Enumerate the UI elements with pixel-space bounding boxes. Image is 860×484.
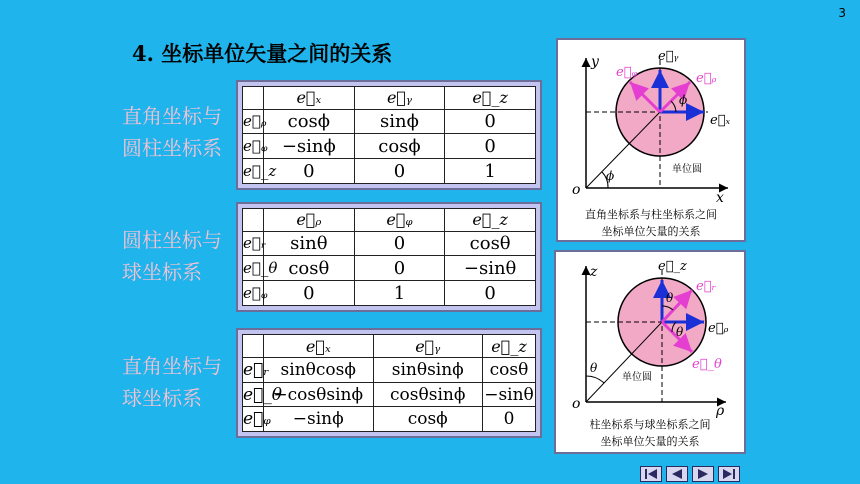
matrix-table — [242, 86, 536, 184]
e-phi-label: e⃗ᵩ — [616, 65, 638, 80]
axis-x-label: x — [716, 190, 724, 206]
caption-line: 坐标单位矢量的关系 — [600, 435, 700, 448]
matrix-table — [242, 208, 536, 306]
row-header: e⃗ᵣ — [243, 358, 264, 383]
next-slide-button[interactable] — [692, 466, 714, 482]
table-cell: 0 — [264, 281, 355, 306]
label-rect-sph — [122, 350, 222, 414]
e-rho-label: e⃗ᵨ — [696, 71, 717, 86]
table-cell: 0 — [354, 159, 445, 184]
figure-caption — [556, 416, 744, 450]
figure-rect-cyl — [556, 38, 746, 242]
table-cell: 1 — [445, 159, 536, 184]
skip-back-icon — [644, 469, 658, 479]
last-slide-button[interactable] — [718, 466, 740, 482]
table-cell: 0 — [445, 134, 536, 159]
row-header: e⃗ᵣ — [243, 231, 264, 256]
origin-label: o — [572, 396, 581, 412]
corner-cell — [243, 335, 264, 358]
section-heading: 4. 坐标单位矢量之间的关系 — [132, 41, 393, 66]
unit-circle-label: 单位圆 — [672, 164, 702, 175]
corner-cell — [243, 87, 264, 110]
table-cell: 0 — [354, 231, 445, 256]
table-cell: 0 — [445, 281, 536, 306]
table-cell: −cosθsinϕ — [264, 382, 374, 407]
row-header: e⃗ᵩ — [243, 407, 264, 432]
table-cell: −sinϕ — [264, 134, 355, 159]
column-header: e⃗_z — [483, 335, 536, 358]
table-cell: −sinϕ — [264, 407, 374, 432]
figure-cyl-sph — [554, 250, 746, 454]
label-cyl-sph — [122, 224, 222, 288]
caption-line: 坐标单位矢量的关系 — [601, 225, 701, 238]
e-x-label: e⃗ₓ — [710, 113, 731, 128]
previous-slide-button[interactable] — [666, 466, 688, 482]
label-line: 球坐标系 — [122, 386, 202, 410]
table-cell: sinϕ — [354, 109, 445, 134]
table-cell: cosϕ — [264, 109, 355, 134]
angle-theta-origin-label: θ — [590, 361, 598, 375]
column-header: e⃗ᵨ — [264, 209, 355, 232]
axis-rho-label: ρ — [716, 403, 725, 419]
angle-theta-mid-label: θ — [676, 325, 684, 339]
row-header: e⃗ᵩ — [243, 281, 264, 306]
table-cell: cosθ — [445, 231, 536, 256]
axis-y-label: y — [591, 54, 599, 70]
angle-phi-origin-label: ϕ — [606, 169, 615, 183]
triangle-right-icon — [696, 469, 710, 479]
e-z-label: e⃗_z — [658, 259, 687, 274]
angle-phi-label: ϕ — [679, 93, 688, 107]
column-header: e⃗ₓ — [264, 335, 374, 358]
label-line: 直角坐标与 — [122, 354, 222, 378]
unit-circle-label: 单位圆 — [622, 372, 652, 383]
origin-label: o — [572, 182, 581, 198]
table-cell: 0 — [264, 159, 355, 184]
angle-theta-top-label: θ — [666, 291, 674, 305]
table-cell: cosθsinϕ — [373, 382, 483, 407]
row-header: e⃗_θ — [243, 256, 264, 281]
skip-forward-icon — [722, 469, 736, 479]
table-rect-cyl — [236, 80, 542, 190]
row-header: e⃗ᵩ — [243, 134, 264, 159]
table-cell: cosθ — [483, 358, 536, 383]
table-cell: −sinθ — [445, 256, 536, 281]
e-rho-label: e⃗ᵨ — [708, 321, 729, 336]
column-header: e⃗_z — [445, 209, 536, 232]
cyl-sph-diagram — [556, 252, 744, 417]
table-cell: 1 — [354, 281, 445, 306]
label-line: 圆柱坐标与 — [122, 228, 222, 252]
table-cell: −sinθ — [483, 382, 536, 407]
table-rect-sph — [236, 328, 542, 438]
row-header: e⃗_z — [243, 159, 264, 184]
rect-cyl-diagram — [558, 40, 744, 205]
table-cell: 0 — [445, 109, 536, 134]
column-header: e⃗ᵩ — [354, 209, 445, 232]
angle-arc — [586, 376, 604, 383]
table-cyl-sph — [236, 202, 542, 312]
e-r-label: e⃗ᵣ — [696, 279, 717, 294]
label-line: 球坐标系 — [122, 260, 202, 284]
table-cell: sinθsinϕ — [373, 358, 483, 383]
table-cell: cosθ — [264, 256, 355, 281]
table-cell: sinθ — [264, 231, 355, 256]
corner-cell — [243, 209, 264, 232]
caption-line: 柱坐标系与球坐标系之间 — [589, 418, 711, 431]
column-header: e⃗ₓ — [264, 87, 355, 110]
column-header: e⃗ᵧ — [373, 335, 483, 358]
row-header: e⃗ᵨ — [243, 109, 264, 134]
axis-z-label: z — [590, 264, 598, 280]
label-line: 圆柱坐标系 — [122, 136, 222, 160]
label-rect-cyl — [122, 100, 222, 164]
slide-number: 3 — [838, 6, 846, 20]
e-y-label: e⃗ᵧ — [658, 49, 679, 64]
table-cell: sinθcosϕ — [264, 358, 374, 383]
row-header: e⃗_θ — [243, 382, 264, 407]
table-cell: 0 — [483, 407, 536, 432]
table-cell: cosϕ — [373, 407, 483, 432]
column-header: e⃗_z — [445, 87, 536, 110]
e-theta-label: e⃗_θ — [692, 357, 722, 372]
matrix-table — [242, 334, 536, 432]
triangle-left-icon — [670, 469, 684, 479]
table-cell: 0 — [354, 256, 445, 281]
label-line: 直角坐标与 — [122, 104, 222, 128]
figure-caption — [558, 206, 744, 240]
slide-navigation — [640, 466, 740, 482]
caption-line: 直角坐标系与柱坐标系之间 — [585, 208, 717, 221]
first-slide-button[interactable] — [640, 466, 662, 482]
column-header: e⃗ᵧ — [354, 87, 445, 110]
table-cell: cosϕ — [354, 134, 445, 159]
